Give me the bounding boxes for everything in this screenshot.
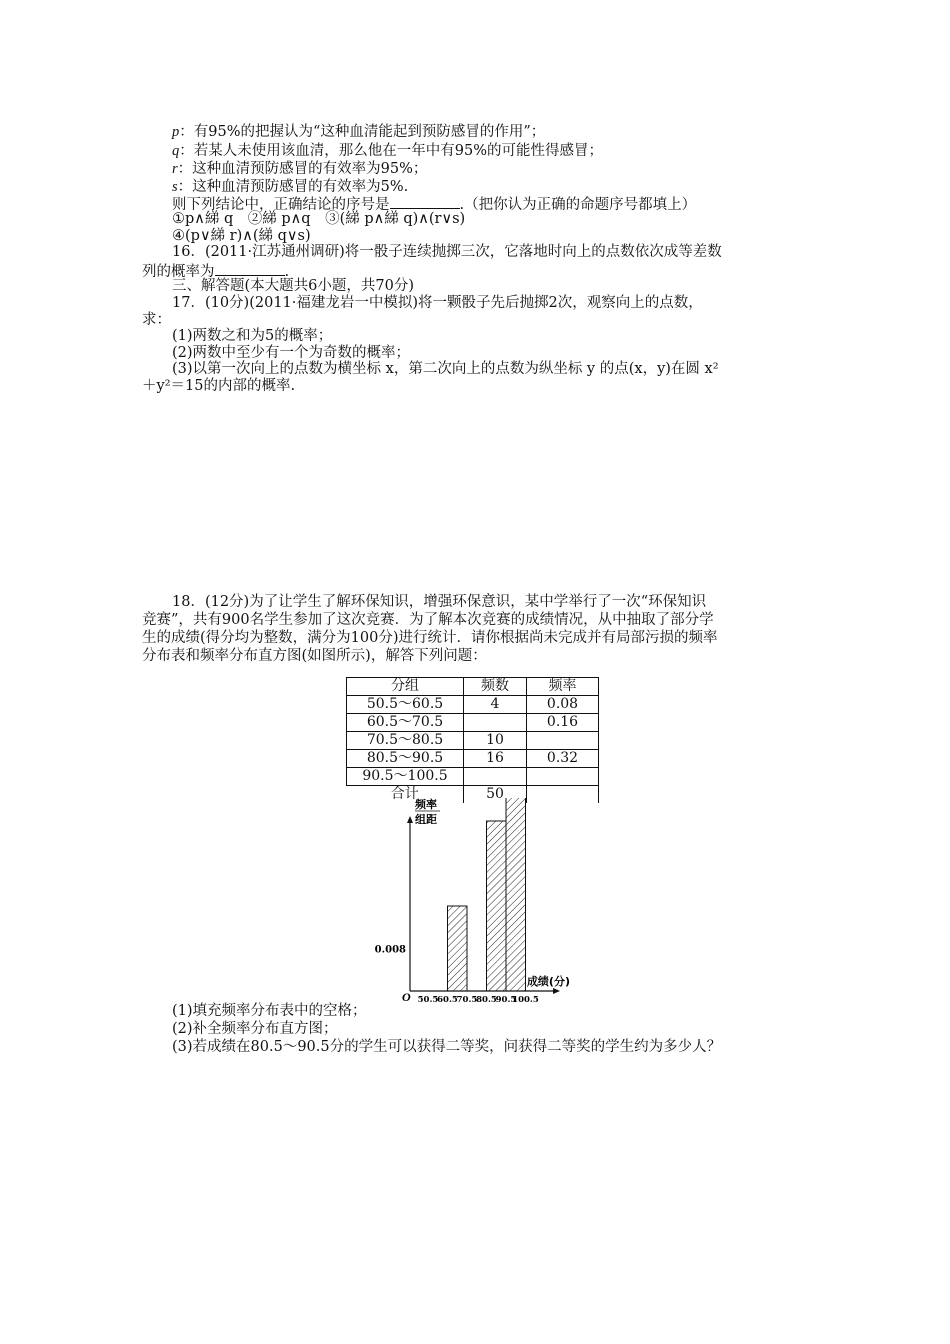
table-cell: [527, 732, 599, 750]
prop-r: [172, 161, 427, 178]
table-cell: [527, 768, 599, 786]
q17-sub2: (2)两数中至少有一个为奇数的概率；: [172, 345, 411, 361]
q15-prompt-b: .（把你认为正确的命题序号都填上）: [459, 197, 697, 213]
y-tick-label: 0.008: [374, 944, 406, 956]
q18-sub3: (3)若成绩在80.5～90.5分的学生可以获得二等奖，问获得二等奖的学生约为多少人？: [172, 1039, 722, 1055]
q15-prompt-a: 则下列结论中，正确结论的序号是: [172, 197, 390, 213]
q18-sub1: (1)填充频率分布表中的空格；: [172, 1003, 367, 1019]
q16-line2-b: .: [284, 264, 290, 280]
x-tick-label: 90.5: [495, 995, 517, 1003]
y-axis-arrow: [407, 816, 413, 823]
q15-options-1: ①p∧綈 q ②綈 p∧q ③(綈 p∧綈 q)∧(r∨s): [172, 211, 466, 227]
table-row: [347, 750, 599, 768]
q16-line2-a: 列的概率为: [142, 264, 215, 280]
q17-line1: 17．(10分)(2011·福建龙岩一中模拟)将一颗骰子先后抛掷2次，观察向上的点数，: [172, 295, 703, 311]
q18-sub2: (2)补全频率分布直方图；: [172, 1021, 338, 1037]
table-cell: 合计: [347, 786, 464, 804]
prop-s-text: ：这种血清预防感冒的有效率为5%.: [177, 179, 409, 195]
table-cell: 50.5～60.5: [347, 696, 464, 714]
histogram-bar: [448, 906, 468, 991]
q18-line3: 生的成绩(得分均为整数，满分为100分)进行统计．请你根据尚未完成并有局部污损的频率: [142, 630, 718, 646]
q17-line2: 求：: [142, 312, 171, 328]
table-header: 频数: [464, 678, 527, 696]
table-header: 分组: [347, 678, 464, 696]
table-cell: 16: [464, 750, 527, 768]
prop-p-text: ：有95%的把握认为“这种血清能起到预防感冒的作用”；: [179, 124, 546, 140]
x-axis-label: 成绩(分): [526, 975, 570, 988]
section-heading: 三、解答题(本大题共6小题，共70分): [172, 278, 414, 294]
x-axis-arrow: [553, 988, 560, 994]
prop-s: [172, 179, 408, 196]
q18-line2: 竞赛”，共有900名学生参加了这次竞赛．为了解本次竞赛的成绩情况，从中抽取了部分学: [142, 612, 714, 628]
table-row: [347, 768, 599, 786]
table-cell: 60.5～70.5: [347, 714, 464, 732]
var-r: r: [172, 161, 178, 177]
q17-sub3b: ＋y²＝15的内部的概率.: [142, 378, 296, 394]
frequency-histogram: [370, 798, 570, 1003]
y-axis-label-top: 频率: [415, 798, 437, 811]
table-cell: 80.5～90.5: [347, 750, 464, 768]
x-tick-label: 60.5: [437, 995, 458, 1003]
answer-blank[interactable]: [215, 262, 285, 276]
table-cell: 4: [464, 696, 527, 714]
prop-r-text: ：这种血清预防感冒的有效率为95%；: [177, 161, 428, 177]
table-cell: 0.32: [527, 750, 599, 768]
table-cell: 50: [464, 786, 527, 804]
table-cell: [464, 714, 527, 732]
table-row: [347, 696, 599, 714]
table-cell: 0.16: [527, 714, 599, 732]
frequency-table: [346, 677, 599, 803]
q15-options-2: ④(p∨綈 r)∧(綈 q∨s): [172, 228, 311, 244]
x-tick-label: 70.5: [456, 995, 478, 1003]
q16-line1: 16．(2011·江苏通州调研)将一骰子连续抛掷三次，它落地时向上的点数依次成等差数: [172, 244, 722, 260]
prop-q: [172, 143, 603, 160]
q17-sub1: (1)两数之和为5的概率；: [172, 328, 333, 344]
histogram-bar: [506, 798, 526, 991]
answer-blank[interactable]: [390, 195, 460, 209]
table-cell: [464, 768, 527, 786]
table-header-row: [347, 678, 599, 696]
prop-q-text: ：若某人未使用该血清，那么他在一年中有95%的可能性得感冒；: [179, 143, 603, 159]
q18-line4: 分布表和频率分布直方图(如图所示)，解答下列问题：: [142, 648, 487, 664]
table-row: [347, 732, 599, 750]
x-tick-label: 80.5: [476, 995, 497, 1003]
table-cell: 90.5～100.5: [347, 768, 464, 786]
table-header: 频率: [527, 678, 599, 696]
var-s: s: [172, 179, 178, 195]
var-q: q: [172, 143, 180, 159]
q17-sub3: (3)以第一次向上的点数为横坐标 x，第二次向上的点数为纵坐标 y 的点(x，y)在圆 x²: [172, 361, 719, 377]
histogram-bar: [487, 821, 507, 991]
table-row: [347, 714, 599, 732]
table-cell: 10: [464, 732, 527, 750]
prop-p: [172, 124, 545, 141]
x-tick-label: 100.5: [512, 995, 539, 1003]
var-p: p: [172, 124, 180, 140]
q18-line1: 18．(12分)为了让学生了解环保知识，增强环保意识，某中学举行了一次“环保知识: [172, 594, 707, 610]
y-axis-label-bottom: 组距: [415, 813, 437, 826]
x-tick-label: 50.5: [417, 995, 439, 1003]
table-cell: 70.5～80.5: [347, 732, 464, 750]
table-cell: 0.08: [527, 696, 599, 714]
origin-label: O: [402, 990, 411, 1003]
